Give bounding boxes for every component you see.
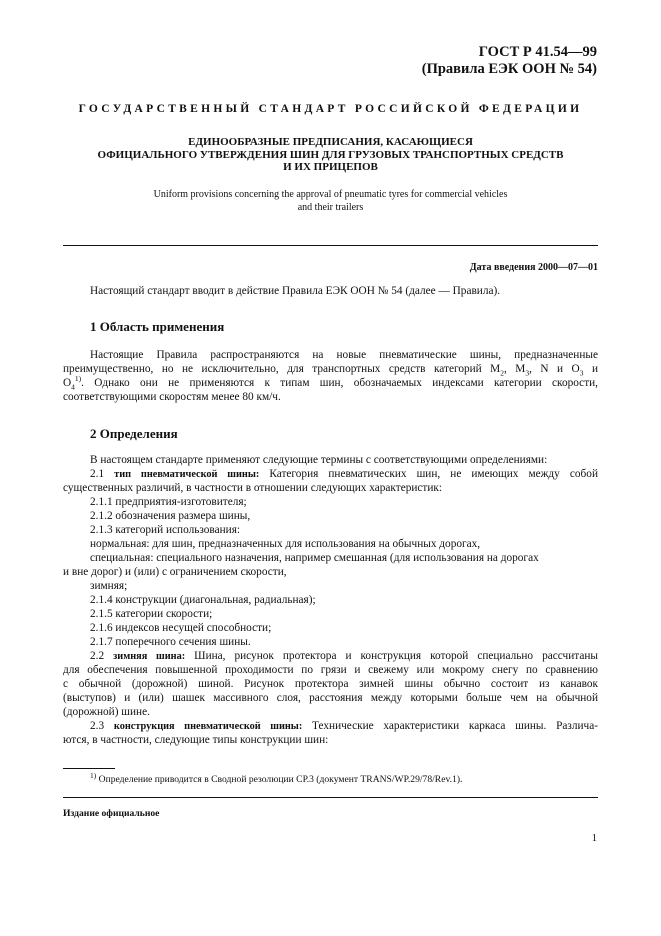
introduction-date: Дата введения 2000—07—01 <box>469 262 598 273</box>
definition-line: 2.1.5 категории скорости; <box>90 608 213 620</box>
section-1-line: Настоящие Правила распространяются на новые пневматические шины, предназначенные <box>90 349 598 361</box>
definition-line: 2.1.1 предприятия-изготовителя; <box>90 496 247 508</box>
regulation-number: (Правила ЕЭК ООН № 54) <box>421 61 597 77</box>
definition-line: (дорожной) шине. <box>63 706 150 718</box>
title-divider <box>63 245 598 246</box>
term: тип пневматической шины: <box>114 469 260 480</box>
definition-line: ются, в частности, следующие типы конструкции шин: <box>63 734 329 746</box>
definition-line: 2.1.6 индексов несущей способности; <box>90 622 272 634</box>
section-1-heading: 1 Область применения <box>90 319 225 334</box>
definition-line: зимняя; <box>90 580 128 592</box>
standard-code: ГОСТ Р 41.54—99 <box>478 44 597 60</box>
english-title-line: and their trailers <box>297 201 364 213</box>
definition-line: 2.1.7 поперечного сечения шины. <box>90 636 251 648</box>
definition-line: с обычной (дорожной) шиной. Рисунок протектора зимней шины обычно состоит из канавок <box>63 678 598 690</box>
term: конструкция пневматической шины: <box>113 721 303 732</box>
section-1-line: $O_4^{1)}$. Однако они не применяются к типам шин, обозначаемых индексами категории скорости, <box>63 376 598 391</box>
footnote-mark: 1) <box>90 770 97 780</box>
state-standard-title: ГОСУДАРСТВЕННЫЙ СТАНДАРТ РОССИЙСКОЙ ФЕДЕРАЦИИ <box>78 103 583 115</box>
section-1-line: соответствующими скоростям менее 80 км/ч. <box>63 391 281 403</box>
definition-line: 2.1.4 конструкции (диагональная, радиальная); <box>90 594 316 606</box>
definition-line: и вне дорог) и (или) с ограничением скорости, <box>63 566 287 578</box>
title-line: ОФИЦИАЛЬНОГО УТВЕРЖДЕНИЯ ШИН ДЛЯ ГРУЗОВЫХ ТРАНСПОРТНЫХ СРЕДСТВ <box>97 148 564 161</box>
term: зимняя шина: <box>113 651 186 662</box>
definition-line: 2.2 зимняя шина: Шина, рисунок протектора и конструкция которой специально рассчитаны <box>90 650 598 662</box>
intro-paragraph: Настоящий стандарт вводит в действие Правила ЕЭК ООН № 54 (далее — Правила). <box>90 285 501 297</box>
section-1-line: преимущественно, но не исключительно, для транспортных средств категорий $M_2$, $M_3$, N и $O_3$ и <box>63 363 598 377</box>
definition-line: нормальная: для шин, предназначенных для использования на обычных дорогах, <box>90 538 481 550</box>
definition-line: В настоящем стандарте применяют следующие термины с соответствующими определениями: <box>90 454 548 466</box>
english-title <box>63 189 598 214</box>
definition-line: специальная: специального назначения, например смешанная (для использования на дорогах <box>90 552 539 564</box>
definition-line: 2.1.2 обозначения размера шины, <box>90 510 251 522</box>
title-line: ЕДИНООБРАЗНЫЕ ПРЕДПИСАНИЯ, КАСАЮЩИЕСЯ <box>188 136 473 148</box>
footer-divider <box>63 797 598 798</box>
definition-line: существенных различий, в частности в отношении следующих характеристик: <box>63 482 443 494</box>
definition-line: (выступов) и (или) шашек массивного слоя, расстояния между которыми больше чем на обычной <box>63 692 598 704</box>
footnote-divider <box>63 768 115 769</box>
definition-line: для обеспечения повышенной проходимости по грязи и свежему или мокрому снегу по сравнению <box>63 664 598 676</box>
definition-line: 2.3 конструкция пневматической шины: Технические характеристики каркаса шины. Различа- <box>90 720 598 732</box>
official-edition: Издание официальное <box>63 808 160 819</box>
document-title <box>63 136 598 174</box>
definition-line: 2.1 тип пневматической шины: Категория пневматических шин, не имеющих между собой <box>90 468 598 480</box>
page-number: 1 <box>591 833 597 844</box>
footnote-ref: 1) <box>74 376 82 384</box>
footnote: $^{1)}$ Определение приводится в Сводной резолюции СР.3 (документ TRANS/WP.29/78/Rev.1). <box>90 770 463 785</box>
section-2-heading: 2 Определения <box>90 426 178 441</box>
title-line: И ИХ ПРИЦЕПОВ <box>283 161 378 173</box>
definition-line: 2.1.3 категорий использования: <box>90 524 241 536</box>
english-title-line: Uniform provisions concerning the approval of pneumatic tyres for commercial vehicles <box>153 189 508 200</box>
